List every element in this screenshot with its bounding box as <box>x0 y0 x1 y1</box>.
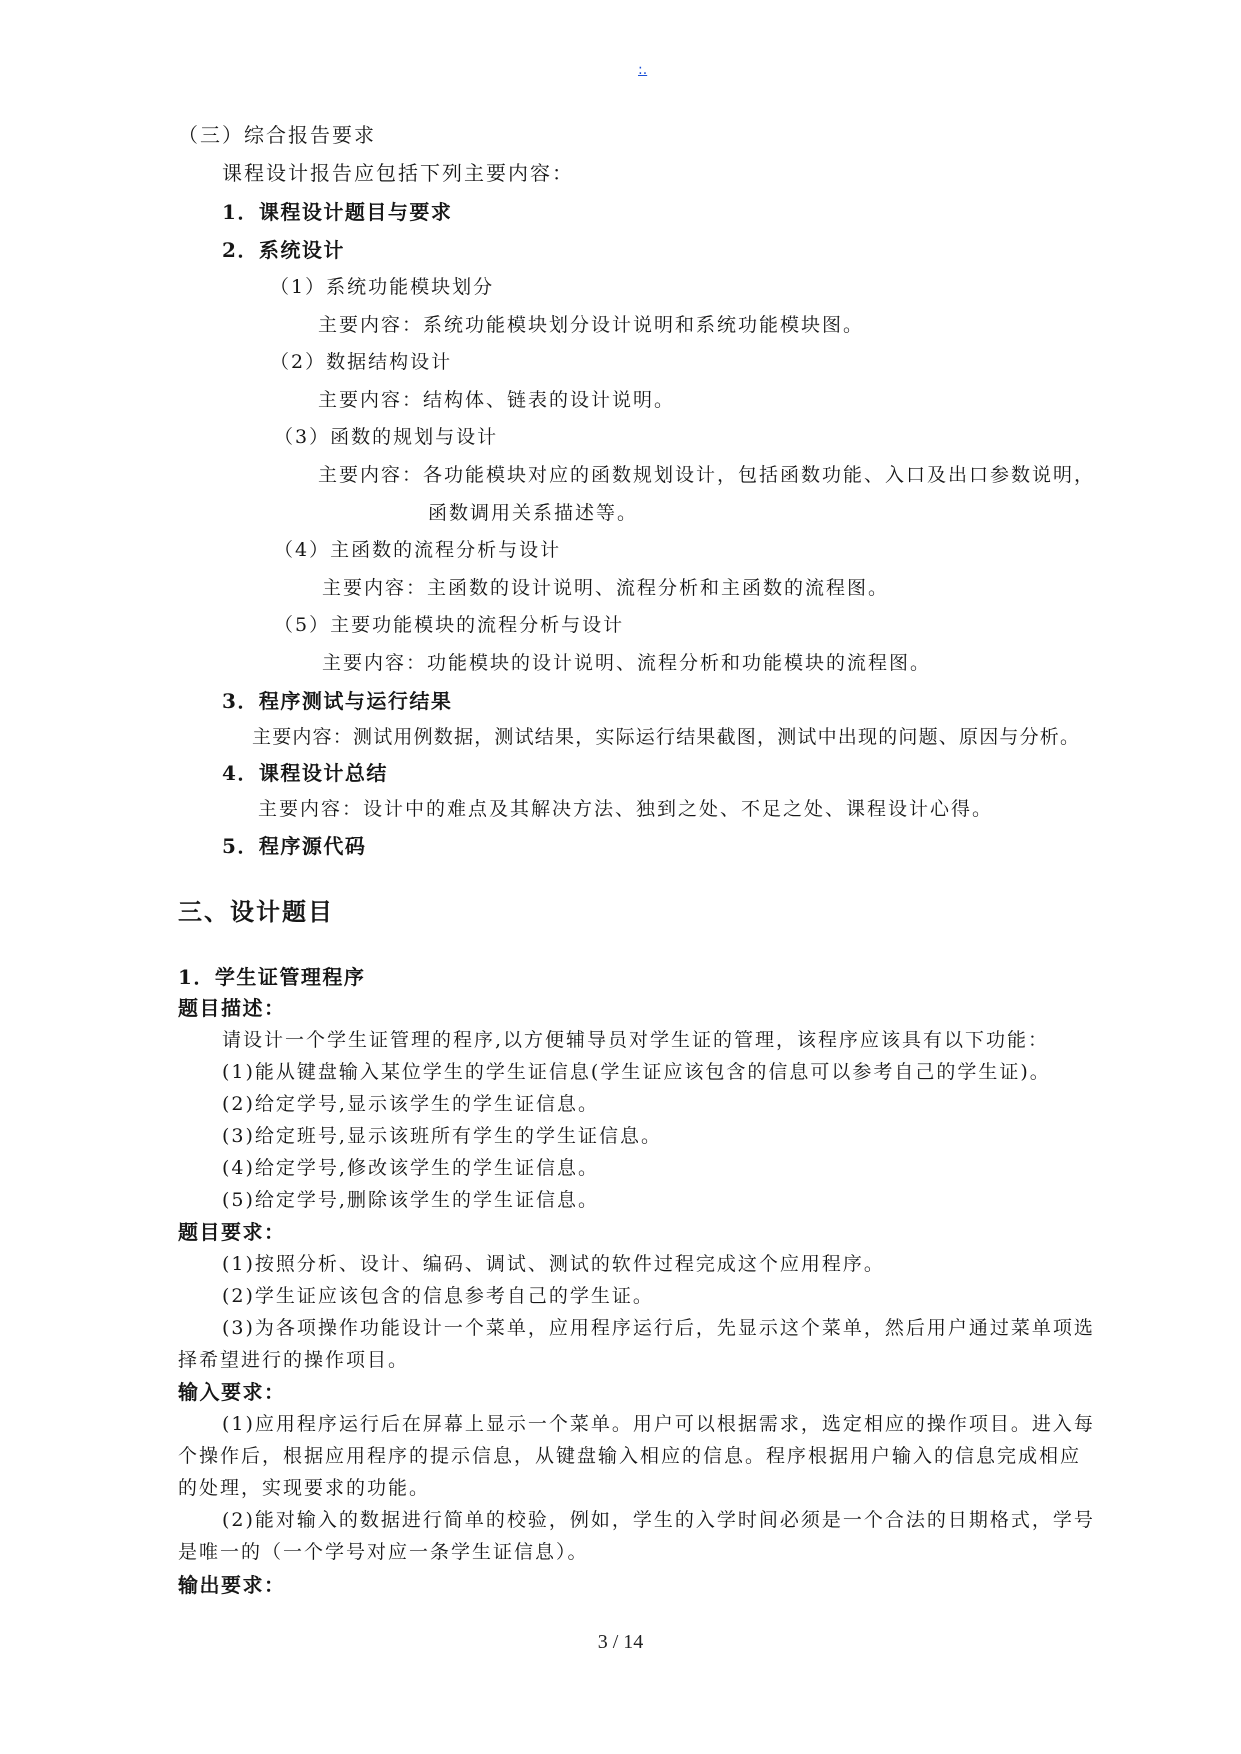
desc-item: (5)给定学号,删除该学生的学生证信息。 <box>222 1189 599 1211</box>
subitem-2-title: （2）数据结构设计 <box>270 351 453 373</box>
req-item: (1)按照分析、设计、编码、调试、测试的软件过程完成这个应用程序。 <box>222 1253 885 1275</box>
report-item-2: 2．系统设计 <box>222 238 345 262</box>
report-item-3-content: 主要内容：测试用例数据，测试结果，实际运行结果截图，测试中出现的问题、原因与分析。 <box>252 726 1081 748</box>
desc-item: (3)给定班号,显示该班所有学生的学生证信息。 <box>222 1125 662 1147</box>
output-label: 输出要求： <box>178 1573 286 1597</box>
desc-intro: 请设计一个学生证管理的程序,以方便辅导员对学生证的管理，该程序应该具有以下功能： <box>222 1029 1050 1051</box>
subitem-2-content: 主要内容：结构体、链表的设计说明。 <box>318 389 676 411</box>
input-1-line1: (1)应用程序运行后在屏幕上显示一个菜单。用户可以根据需求，选定相应的操作项目。进入每 <box>222 1413 1095 1435</box>
input-2-line1: (2)能对输入的数据进行简单的校验，例如，学生的入学时间必须是一个合法的日期格式，学号 <box>222 1509 1095 1531</box>
req-label: 题目要求： <box>178 1220 286 1244</box>
desc-item: (1)能从键盘输入某位学生的学生证信息(学生证应该包含的信息可以参考自己的学生证)。 <box>222 1061 1051 1083</box>
input-label: 输入要求： <box>178 1380 286 1404</box>
section-title-topics: 三、设计题目 <box>178 897 334 926</box>
page-number: 3 / 14 <box>597 1631 644 1653</box>
input-1-line2: 个操作后，根据应用程序的提示信息，从键盘输入相应的信息。程序根据用户输入的信息完成相应 <box>178 1445 1082 1467</box>
req-item-3-line1: (3)为各项操作功能设计一个菜单，应用程序运行后，先显示这个菜单，然后用户通过菜单项选 <box>222 1317 1095 1339</box>
subitem-3-content-line2: 函数调用关系描述等。 <box>428 502 639 524</box>
subitem-3-title: （3）函数的规划与设计 <box>274 426 499 448</box>
desc-item: (2)给定学号,显示该学生的学生证信息。 <box>222 1093 599 1115</box>
subitem-3-content-line1: 主要内容：各功能模块对应的函数规划设计，包括函数功能、入口及出口参数说明， <box>318 464 1096 486</box>
subitem-1-title: （1）系统功能模块划分 <box>270 276 495 298</box>
input-1-line3: 的处理，实现要求的功能。 <box>178 1477 431 1499</box>
report-item-4: 4．课程设计总结 <box>222 761 388 785</box>
desc-label: 题目描述： <box>178 996 286 1020</box>
report-intro: 课程设计报告应包括下列主要内容： <box>222 161 574 185</box>
report-item-5: 5．程序源代码 <box>222 834 367 858</box>
subitem-4-title: （4）主函数的流程分析与设计 <box>274 539 562 561</box>
section-title-report: （三）综合报告要求 <box>178 123 376 147</box>
subitem-1-content: 主要内容：系统功能模块划分设计说明和系统功能模块图。 <box>318 314 865 336</box>
req-item: (2)学生证应该包含的信息参考自己的学生证。 <box>222 1285 654 1307</box>
report-item-4-content: 主要内容：设计中的难点及其解决方法、独到之处、不足之处、课程设计心得。 <box>258 798 994 820</box>
report-item-3: 3．程序测试与运行结果 <box>222 689 453 713</box>
topic-1-title: 1．学生证管理程序 <box>178 965 366 989</box>
report-item-1: 1．课程设计题目与要求 <box>222 200 453 224</box>
subitem-5-content: 主要内容：功能模块的设计说明、流程分析和功能模块的流程图。 <box>322 652 932 674</box>
subitem-5-title: （5）主要功能模块的流程分析与设计 <box>274 614 625 636</box>
header-mark[interactable]: :. <box>638 62 648 78</box>
input-2-line2: 是唯一的（一个学号对应一条学生证信息）。 <box>178 1541 589 1563</box>
req-item-3-line2: 择希望进行的操作项目。 <box>178 1349 410 1371</box>
subitem-4-content: 主要内容：主函数的设计说明、流程分析和主函数的流程图。 <box>322 577 890 599</box>
desc-item: (4)给定学号,修改该学生的学生证信息。 <box>222 1157 599 1179</box>
